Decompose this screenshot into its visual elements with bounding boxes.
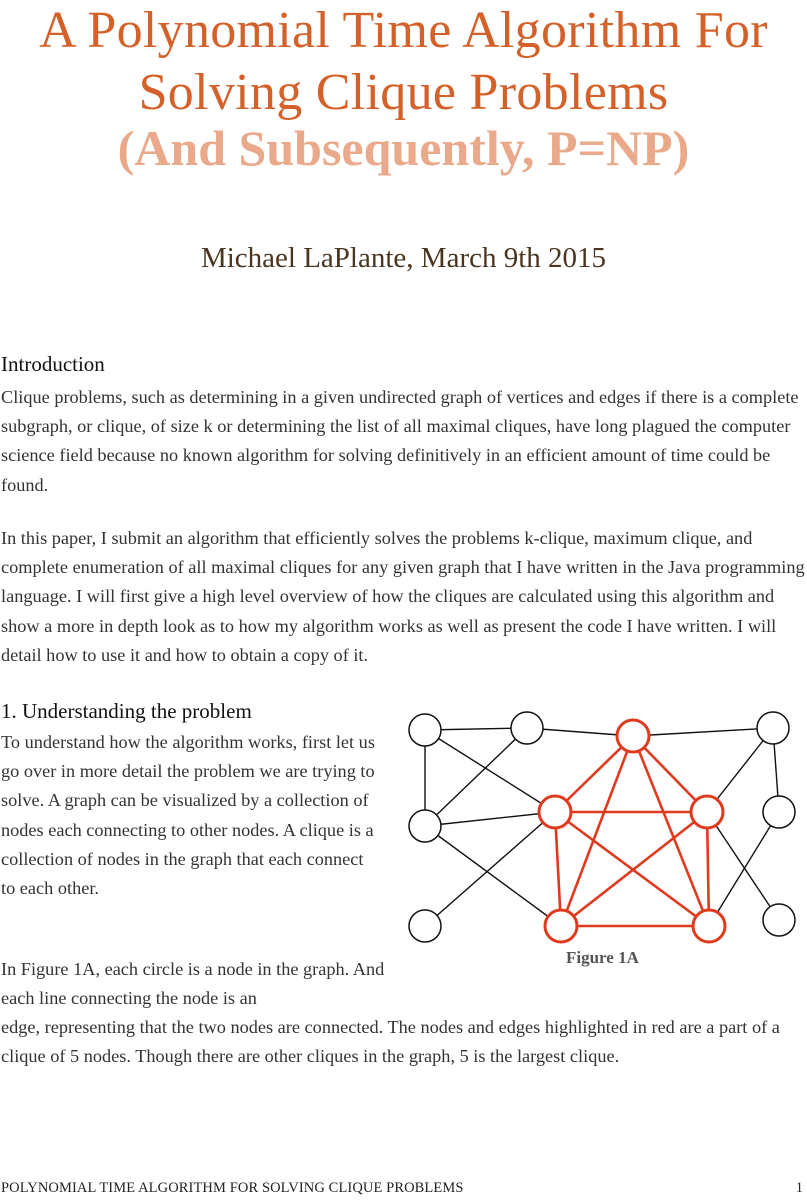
clique-node [545,910,577,942]
graph-edge [425,728,527,826]
graph-node [409,810,441,842]
graph-node [409,910,441,942]
running-title: POLYNOMIAL TIME ALGORITHM FOR SOLVING CLIQUE PROBLEMS [1,1180,464,1196]
graph-node [409,714,441,746]
section-1-paragraph-2a: In Figure 1A, each circle is a node in the graph. And each line connecting the node is an [1,959,385,1009]
paper-title [0,0,807,124]
title-line-1: A Polynomial Time Algorithm For [39,2,768,59]
graph-edge [707,812,779,920]
clique-node [617,720,649,752]
graph-node [757,712,789,744]
graph-edge [425,812,555,926]
graph-node [511,712,543,744]
graph-node [763,904,795,936]
graph-edge [633,728,773,736]
clique-node [693,910,725,942]
paper-subtitle: (And Subsequently, P=NP) [117,120,690,176]
intro-paragraph-1: Clique problems, such as determining in a given undirected graph of vertices and edges if there is a complete subgraph, or clique, of size k or determining the list of all maximal cliques, have long plagued the computer science field because no known algorithm for solving definitively in an efficient amount of time could be found. [1,387,799,495]
section-1-heading: 1. Understanding the problem [1,699,252,723]
clique-graph-figure [395,700,807,980]
page-number: 1 [795,1180,803,1196]
clique-node [691,796,723,828]
graph-edge [425,812,555,826]
clique-node [539,796,571,828]
author-date: Michael LaPlante, March 9th 2015 [200,242,607,274]
intro-paragraph-2: In this paper, I submit an algorithm that efficiently solves the problems k-clique, maximum clique, and complete enumeration of all maximal cliques for any given graph that I have written in the Java programming language. I will first give a high level overview of how the cliques are calculated using this algorithm and show a more in depth look as to how my algorithm works as well as present the code I have written. I will detail how to use it and how to obtain a copy of it. [1,528,805,665]
section-1-paragraph-1: To understand how the algorithm works, first let us go over in more detail the problem we are trying to solve. A graph can be visualized by a collection of nodes each connecting to other nodes. A clique is a collection of nodes in the graph that each connect to each other. [1,732,375,899]
graph-edge [425,826,561,926]
section-1-paragraph-2b: edge, representing that the two nodes are connected. The nodes and edges highlighted in red are a part of a clique of 5 nodes. Though there are other cliques in the graph, 5 is the largest clique. [1,1017,780,1067]
title-line-2: Solving Clique Problems [138,64,669,121]
graph-node [763,796,795,828]
figure-caption: Figure 1A [566,948,639,967]
introduction-heading: Introduction [1,352,105,376]
